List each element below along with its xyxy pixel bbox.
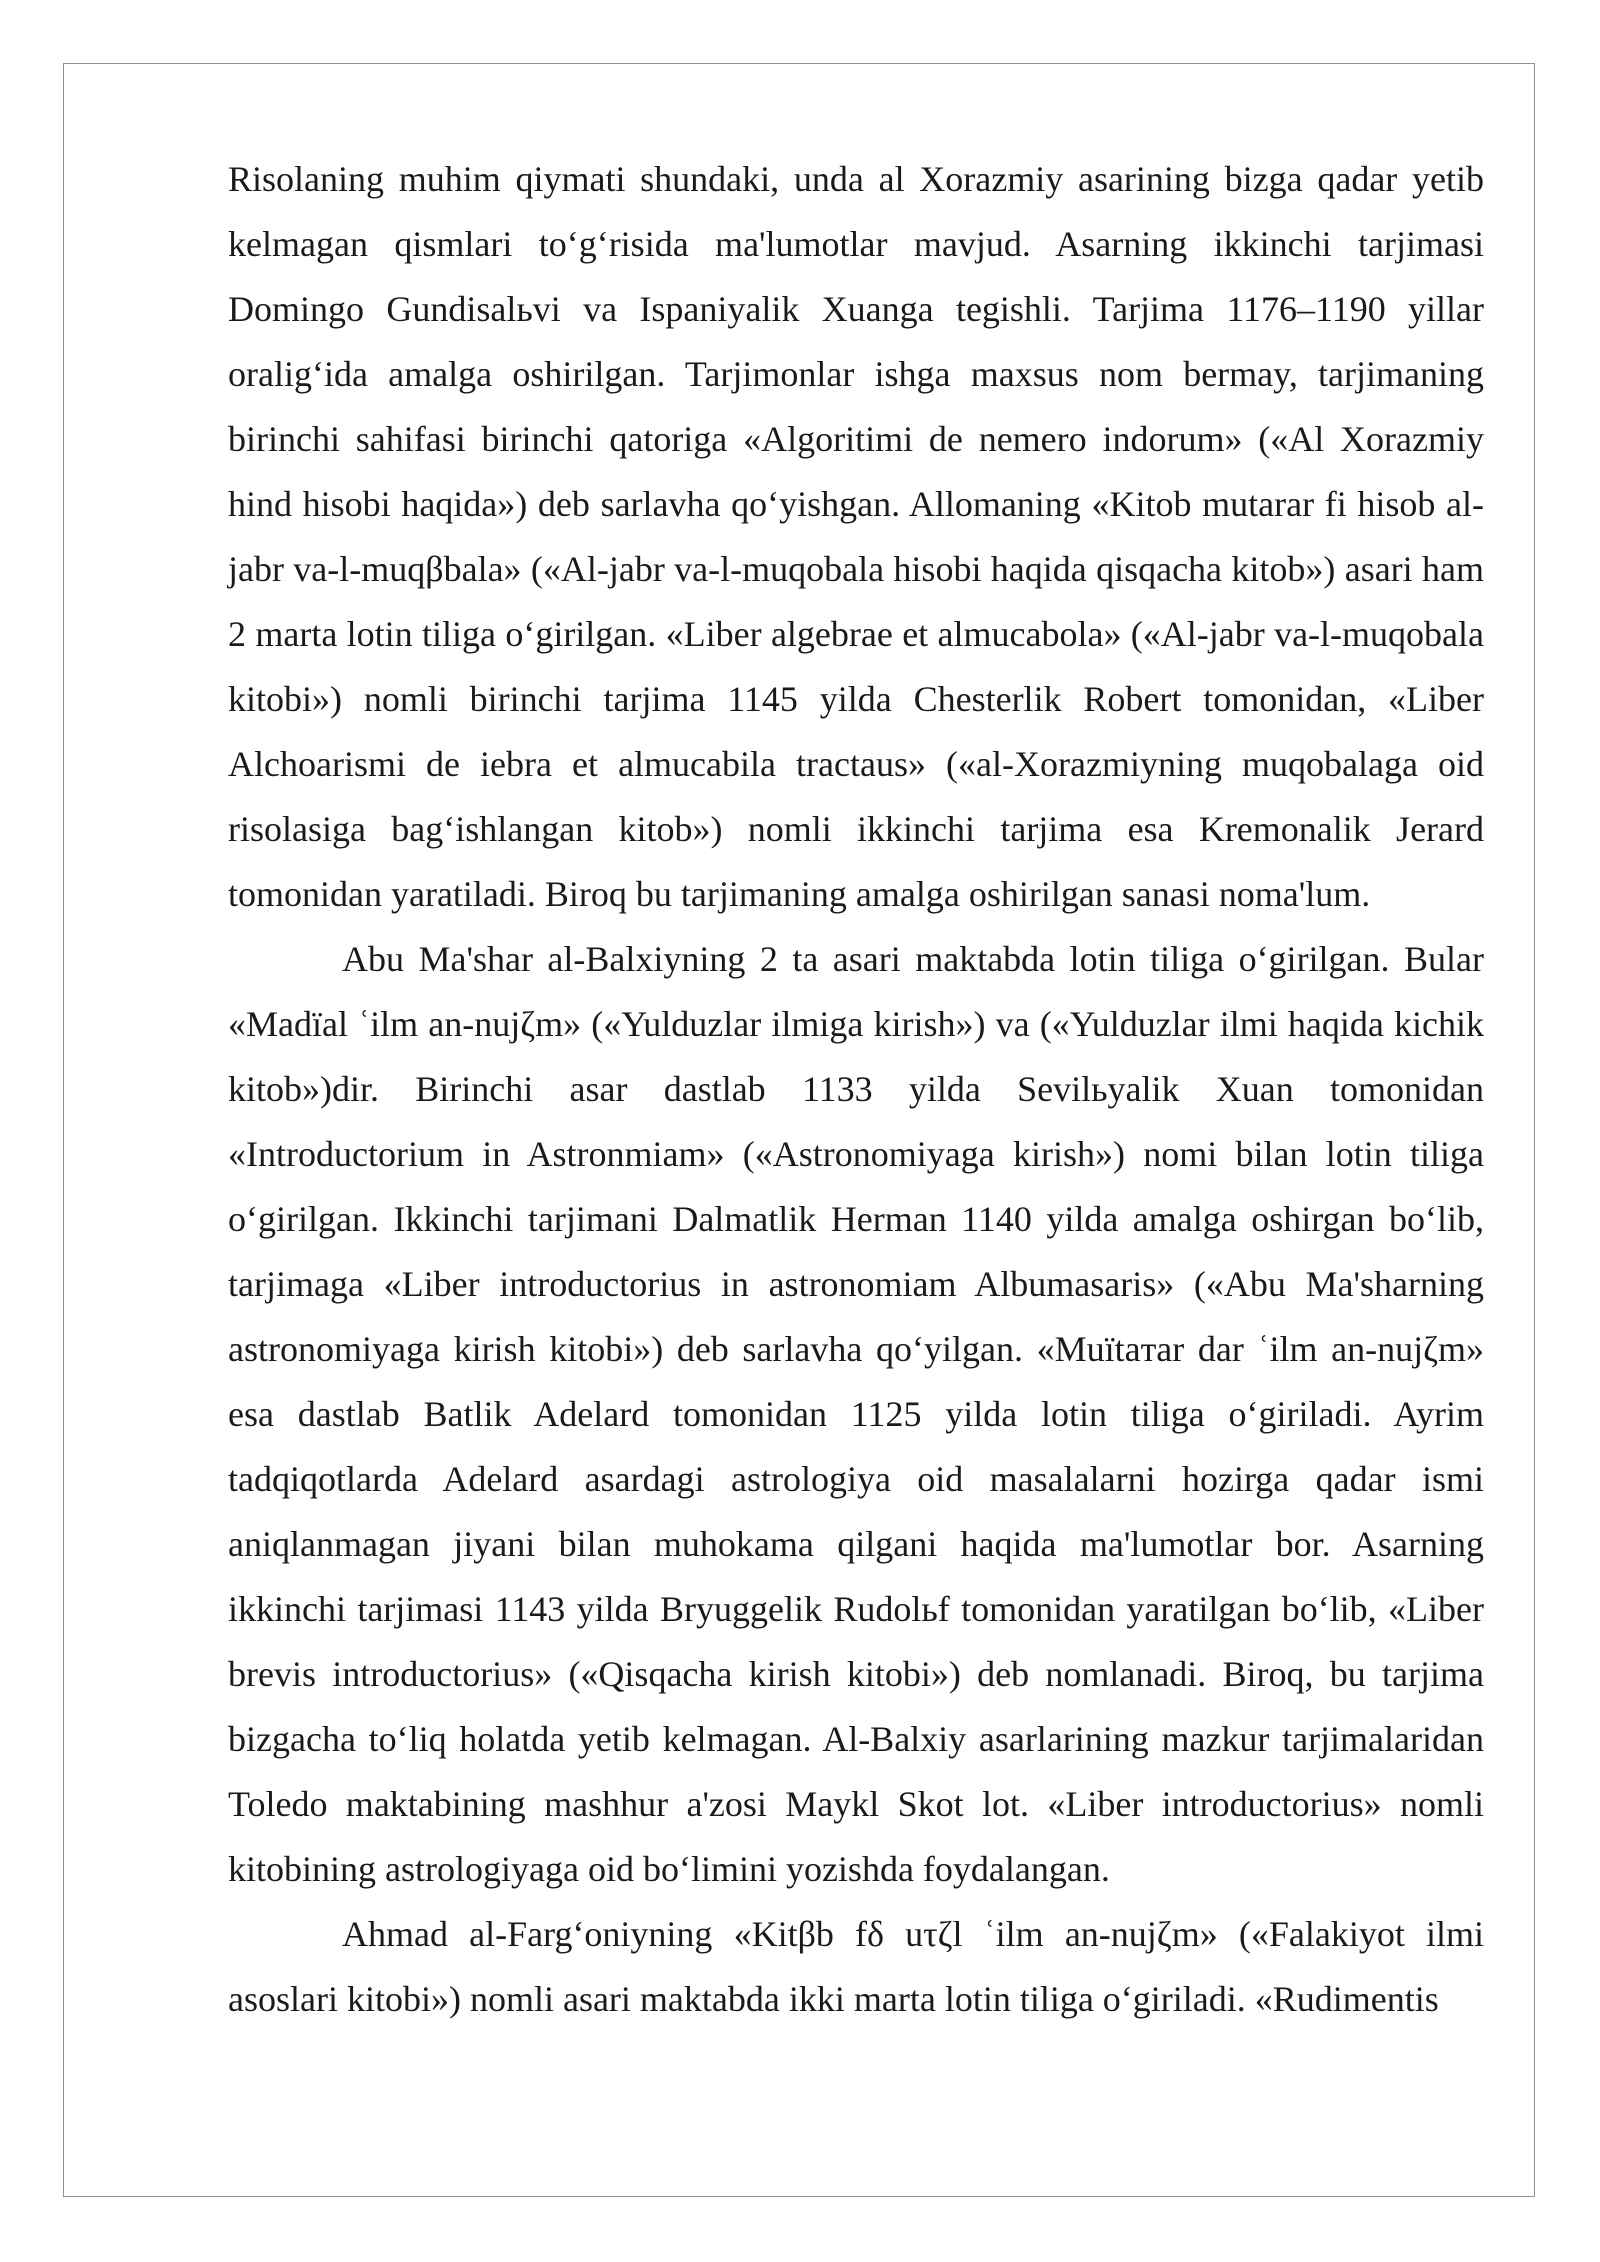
paragraph-1: Risolaning muhim qiymati shundaki, unda al Xorazmiy asarining bizga qadar yetib kelmagan qismlari to‘g‘risida ma'lumotlar mavjud. Asarning ikkinchi tarjimasi Domingo Gundisalьvi va Ispaniyalik Xuanga tegishli. Tarjima 1176–1190 yillar oralig‘ida amalga oshirilgan. Tarjimonlar ishga maxsus nom bermay, tarjimaning birinchi sahifasi birinchi qatoriga «Algoritimi de nemero indorum» («Al Xorazmiy hind hisobi haqida») deb sarlavha qo‘yishgan. Allomaning «Kitob mutarar fi hisob al-jabr va-l-muqβbala» («Al-jabr va-l-muqobala hisobi haqida qisqacha kitob») asari ham 2 marta lotin tiliga o‘girilgan. «Liber algebrae et almucabola» («Al-jabr va-l-muqobala kitobi») nomli birinchi tarjima 1145 yilda Chesterlik Robert tomonidan, «Liber Alchoarismi de iebra et almucabila tractaus» («al-Xorazmiyning muqobalaga oid risolasiga bag‘ishlangan kitob») nomli ikkinchi tarjima esa Kremonalik Jerard tomonidan yaratiladi. Biroq bu tarjimaning amalga oshirilgan sanasi noma'lum. [228,159,1484,914]
paragraph-3: Ahmad al-Farg‘oniyning «Kitβb fδ uτζl ʿilm an-nujζm» («Falakiyot ilmi asoslari kitobi») nomli asari maktabda ikki marta lotin tiliga o‘giriladi. «Rudimentis [228,1914,1484,2019]
paragraph-2: Abu Ma'shar al-Balxiyning 2 ta asari maktabda lotin tiliga o‘girilgan. Bular «Madїal ʿilm an-nujζm» («Yulduzlar ilmiga kirish») va («Yulduzlar ilmi haqida kichik kitob»)dir. Birinchi asar dastlab 1133 yilda Sevilьyalik Xuan tomonidan «Introductorium in Astronmiam» («Astronomiyaga kirish») nomi bilan lotin tiliga o‘girilgan. Ikkinchi tarjimani Dalmatlik Herman 1140 yilda amalga oshirgan bo‘lib, tarjimaga «Liber introductorius in astronomiam Albumasaris» («Abu Ma'sharning astronomiyaga kirish kitobi») deb sarlavha qo‘yilgan. «Muїtaтar dar ʿilm an-nujζm» esa dastlab Batlik Adelard tomonidan 1125 yilda lotin tiliga o‘giriladi. Ayrim tadqiqotlarda Adelard asardagi astrologiya oid masalalarni hozirga qadar ismi aniqlanmagan jiyani bilan muhokama qilgani haqida ma'lumotlar bor. Asarning ikkinchi tarjimasi 1143 yilda Bryuggelik Rudolьf tomonidan yaratilgan bo‘lib, «Liber brevis introductorius» («Qisqacha kirish kitobi») deb nomlanadi. Biroq, bu tarjima bizgacha to‘liq holatda yetib kelmagan. Al-Balxiy asarlarining mazkur tarjimalaridan Toledo maktabining mashhur a'zosi Maykl Skot lot. «Liber introductorius» nomli kitobining astrologiyaga oid bo‘limini yozishda foydalangan. [228,939,1484,1889]
document-body [228,147,1484,2032]
